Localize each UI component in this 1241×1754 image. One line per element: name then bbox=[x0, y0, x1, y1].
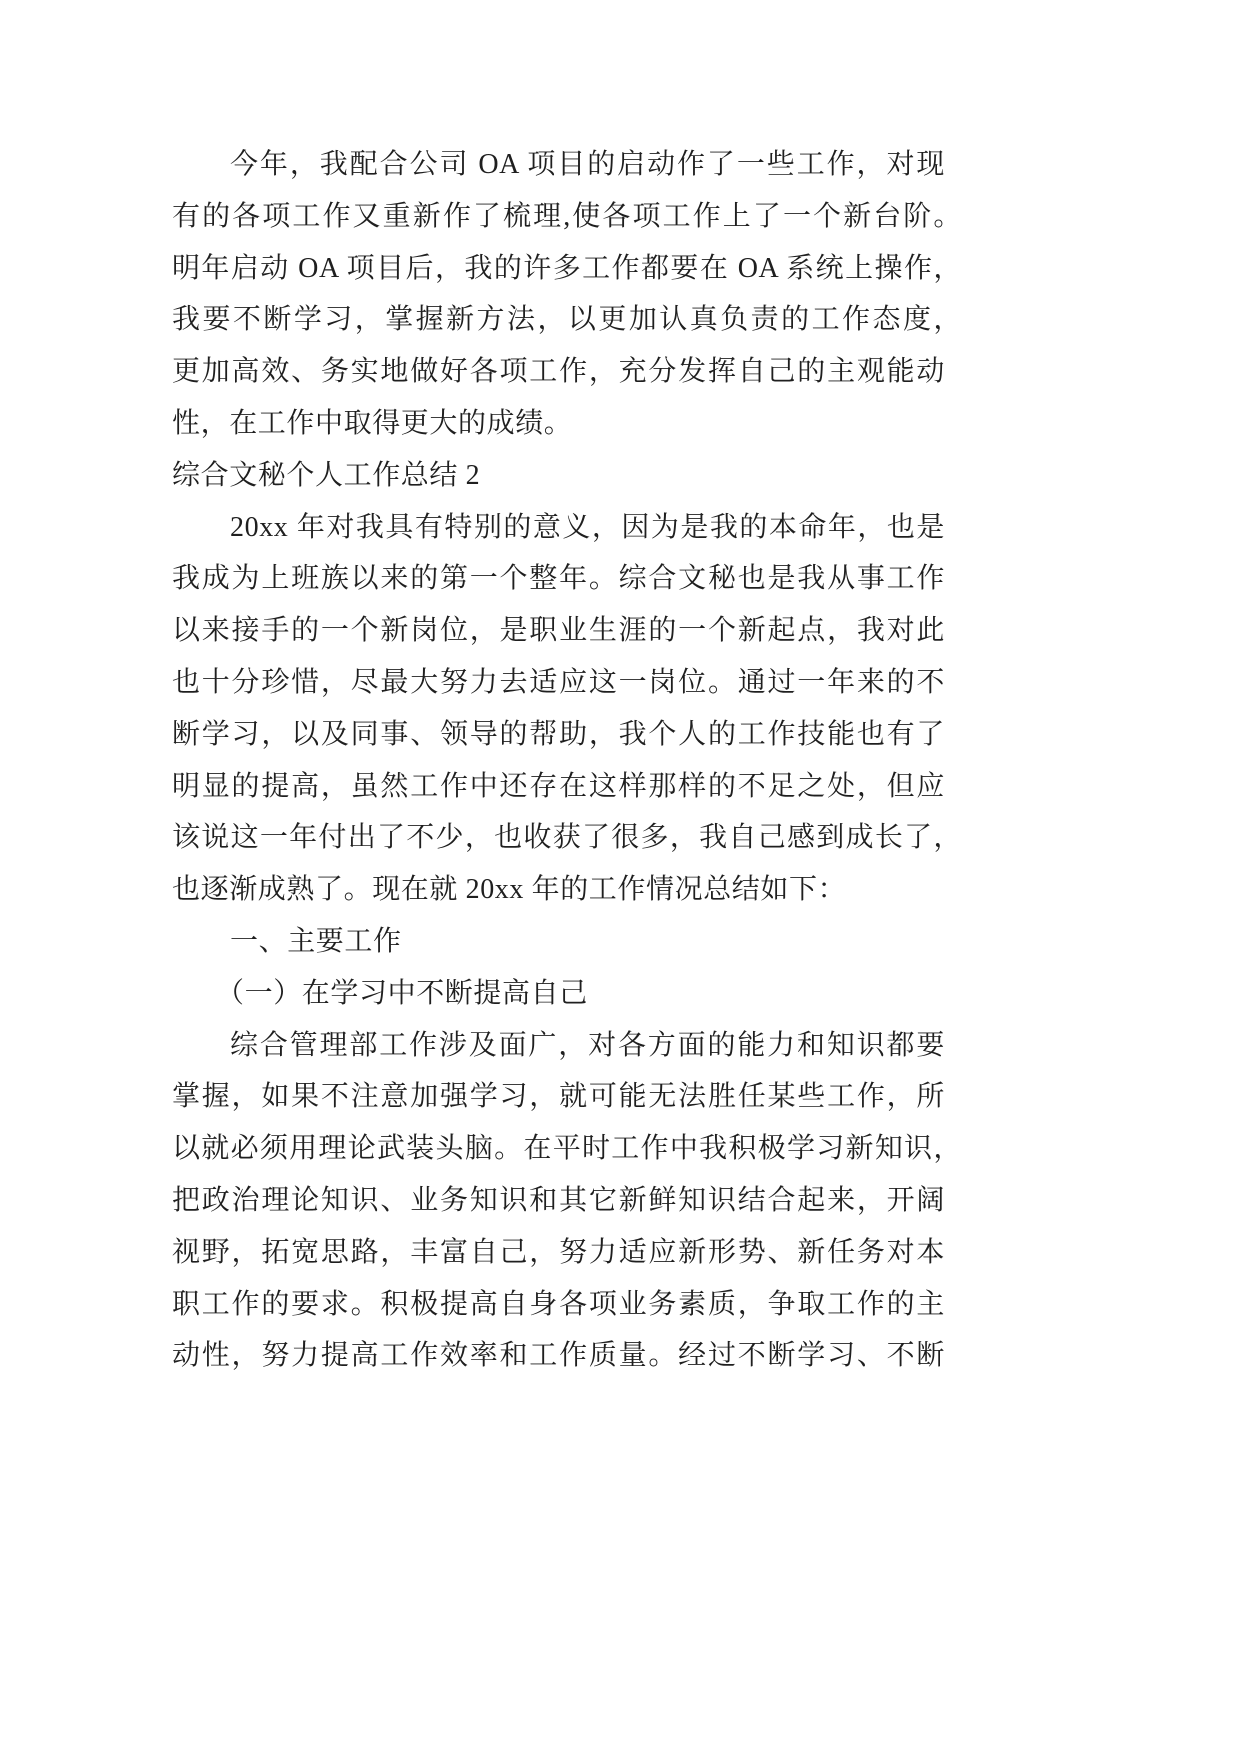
paragraph-line: 把政治理论知识、业务知识和其它新鲜知识结合起来，开阔 bbox=[172, 1184, 945, 1216]
body-paragraph bbox=[172, 1020, 962, 1383]
paragraph-line: 视野，拓宽思路，丰富自己，努力适应新形势、新任务对本 bbox=[172, 1236, 945, 1268]
paragraph-line: 明年启动 OA 项目后，我的许多工作都要在 OA 系统上操作， bbox=[172, 252, 962, 284]
paragraph-line: 更加高效、务实地做好各项工作，充分发挥自己的主观能动 bbox=[172, 356, 945, 388]
paragraph-line: 明显的提高，虽然工作中还存在这样那样的不足之处，但应 bbox=[172, 770, 945, 802]
document-body bbox=[172, 139, 962, 1382]
paragraph-line: 以来接手的一个新岗位，是职业生涯的一个新起点，我对此 bbox=[172, 615, 945, 647]
paragraph-line: 动性，努力提高工作效率和工作质量。经过不断学习、不断 bbox=[172, 1340, 945, 1372]
section-title: 综合文秘个人工作总结 2 bbox=[172, 459, 481, 491]
paragraph-line: 20xx 年对我具有特别的意义，因为是我的本命年，也是 bbox=[230, 511, 945, 543]
subsection-heading: （一）在学习中不断提高自己 bbox=[216, 977, 588, 1009]
paragraph-line: 也十分珍惜，尽最大努力去适应这一岗位。通过一年来的不 bbox=[172, 666, 945, 698]
paragraph-line: 该说这一年付出了不少，也收获了很多，我自己感到成长了， bbox=[172, 822, 962, 854]
paragraph-line: 我要不断学习，掌握新方法，以更加认真负责的工作态度， bbox=[172, 304, 962, 336]
section-heading: 一、主要工作 bbox=[230, 925, 402, 957]
paragraph-line: 综合管理部工作涉及面广，对各方面的能力和知识都要 bbox=[230, 1029, 945, 1061]
paragraph-line: 掌握，如果不注意加强学习，就可能无法胜任某些工作，所 bbox=[172, 1081, 945, 1113]
paragraph-line: 也逐渐成熟了。现在就 20xx 年的工作情况总结如下： bbox=[172, 874, 847, 906]
intro-paragraph bbox=[172, 139, 962, 450]
paragraph-line: 性，在工作中取得更大的成绩。 bbox=[172, 407, 573, 439]
paragraph-line: 今年，我配合公司 OA 项目的启动作了一些工作，对现 bbox=[230, 149, 945, 180]
paragraph-line: 有的各项工作又重新作了梳理,使各项工作上了一个新台阶。 bbox=[172, 200, 962, 232]
paragraph-line: 断学习，以及同事、领导的帮助，我个人的工作技能也有了 bbox=[172, 718, 945, 750]
opening-paragraph bbox=[172, 502, 962, 916]
paragraph-line: 职工作的要求。积极提高自身各项业务素质，争取工作的主 bbox=[172, 1288, 945, 1320]
paragraph-line: 以就必须用理论武装头脑。在平时工作中我积极学习新知识， bbox=[172, 1133, 962, 1165]
paragraph-line: 我成为上班族以来的第一个整年。综合文秘也是我从事工作 bbox=[172, 563, 945, 595]
